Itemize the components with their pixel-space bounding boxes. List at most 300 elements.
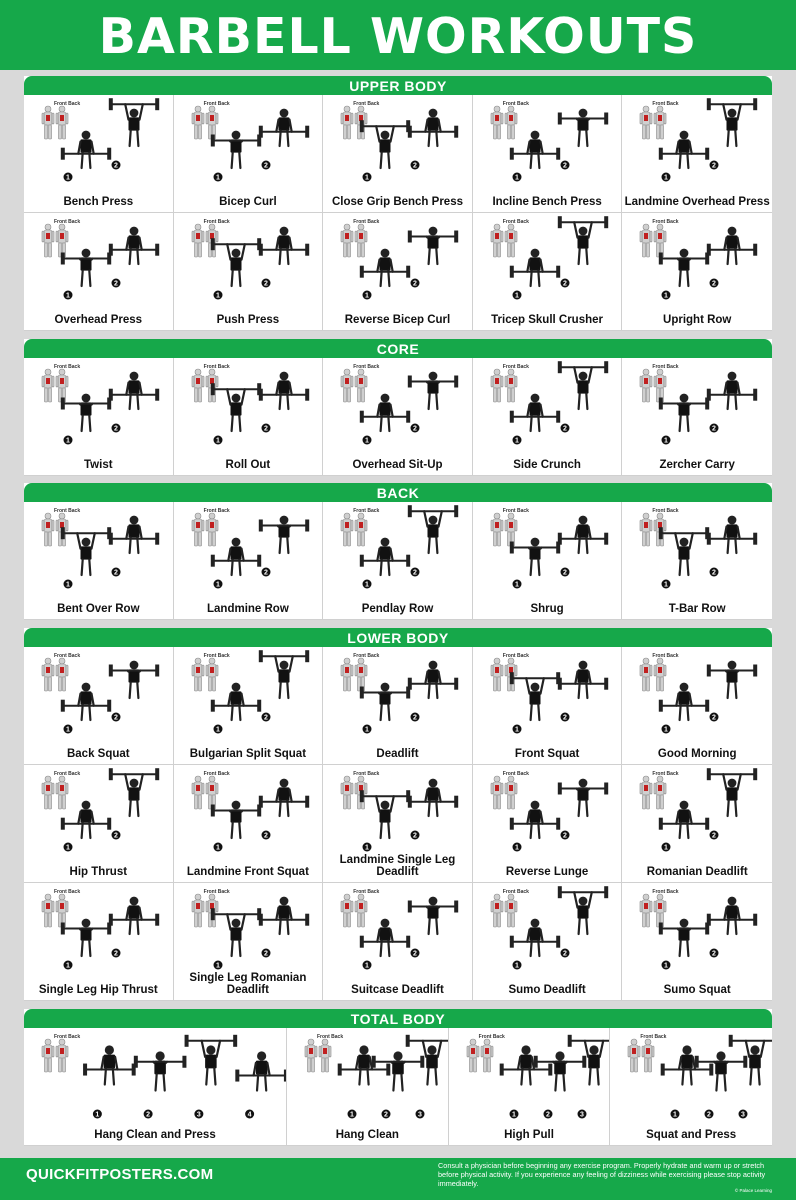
exercise-figure-icon	[574, 222, 592, 264]
exercise-figure-icon	[679, 1045, 695, 1084]
muscle-view-label: Front Back	[203, 101, 230, 107]
muscle-diagram-icon	[640, 369, 666, 402]
exercise-card	[24, 1028, 287, 1146]
svg-text:2: 2	[562, 162, 567, 170]
step-number-icon	[512, 436, 521, 445]
exercise-figure-icon	[77, 533, 95, 575]
muscle-view-label: Front Back	[317, 1034, 344, 1040]
exercise-illustration	[622, 358, 772, 462]
exercise-name: Landmine Row	[207, 603, 289, 615]
muscle-view-label: Front Back	[353, 364, 380, 370]
svg-text:2: 2	[712, 569, 717, 577]
muscle-view-label: Front Back	[652, 219, 679, 225]
exercise-name: Push Press	[216, 314, 280, 326]
svg-text:2: 2	[263, 950, 268, 958]
muscle-diagram-icon	[305, 1039, 331, 1072]
svg-text:1: 1	[511, 1111, 516, 1119]
svg-text:2: 2	[114, 162, 118, 170]
barbell-icon	[258, 650, 308, 662]
step-number-icon	[512, 843, 521, 852]
website-link[interactable]: QUICKFITPOSTERS.COM	[26, 1166, 214, 1183]
exercise-card	[323, 647, 473, 765]
section-back	[24, 483, 772, 620]
svg-text:1: 1	[664, 962, 669, 970]
muscle-view-label: Front Back	[54, 771, 81, 777]
step-number-icon	[213, 580, 222, 589]
exercise-card	[323, 213, 473, 331]
step-number-icon	[512, 961, 521, 970]
exercise-figure-icon	[254, 1051, 270, 1090]
svg-text:2: 2	[263, 425, 268, 433]
exercise-name: Landmine Overhead Press	[624, 196, 770, 208]
exercise-illustration	[323, 502, 473, 606]
exercise-card	[622, 213, 772, 331]
step-number-icon	[261, 949, 270, 958]
svg-text:4: 4	[247, 1111, 252, 1119]
exercise-card	[174, 765, 324, 883]
barbell-icon	[109, 98, 159, 110]
step-number-icon	[710, 424, 719, 433]
exercise-figure-icon	[276, 897, 291, 934]
exercise-name: Bent Over Row	[57, 603, 140, 615]
exercise-figure-icon	[78, 801, 93, 838]
svg-text:1: 1	[215, 726, 220, 734]
exercise-figure-icon	[584, 1041, 602, 1085]
footer	[0, 1158, 796, 1200]
muscle-diagram-icon	[491, 776, 517, 809]
svg-text:2: 2	[114, 832, 118, 840]
step-number-icon	[710, 568, 719, 577]
muscle-view-label: Front Back	[652, 653, 679, 659]
exercise-figure-icon	[527, 919, 542, 956]
exercise-figure-icon	[101, 1045, 117, 1084]
barbell-icon	[185, 1035, 238, 1047]
exercise-figure-icon	[78, 683, 93, 720]
exercise-figure-icon	[526, 678, 544, 720]
exercise-figure-icon	[576, 109, 589, 146]
step-number-icon	[577, 1110, 586, 1119]
exercise-figure-icon	[376, 126, 394, 168]
svg-text:1: 1	[365, 174, 370, 182]
exercise-illustration	[622, 765, 772, 869]
barbell-icon	[360, 790, 410, 802]
step-number-icon	[710, 713, 719, 722]
svg-text:1: 1	[365, 962, 370, 970]
exercise-card	[622, 765, 772, 883]
step-number-icon	[64, 291, 73, 300]
barbell-icon	[210, 238, 260, 250]
disclaimer: Consult a physician before beginning any exercise program. Properly hydrate and warm up or stretch before physical activity. If you experience any feeling of dizziness while exercising please stop activity immediately.	[438, 1161, 766, 1188]
exercise-figure-icon	[427, 372, 440, 409]
barbell-icon	[558, 886, 608, 898]
exercise-card	[24, 213, 174, 331]
barbell-icon	[109, 768, 159, 780]
exercise-card	[622, 647, 772, 765]
muscle-view-label: Front Back	[54, 364, 81, 370]
exercise-card	[473, 358, 623, 476]
step-number-icon	[363, 961, 372, 970]
exercise-figure-icon	[576, 779, 589, 816]
exercise-figure-icon	[575, 661, 590, 698]
exercise-card	[473, 95, 623, 213]
svg-text:1: 1	[664, 581, 669, 589]
exercise-name: Squat and Press	[646, 1129, 737, 1141]
svg-text:2: 2	[384, 1111, 388, 1119]
muscle-view-label: Front Back	[54, 101, 81, 107]
svg-text:1: 1	[66, 437, 70, 445]
muscle-diagram-icon	[640, 224, 666, 257]
muscle-diagram-icon	[42, 1039, 68, 1072]
exercise-figure-icon	[275, 656, 293, 698]
muscle-diagram-icon	[42, 224, 68, 257]
muscle-diagram-icon	[42, 776, 68, 809]
svg-text:1: 1	[664, 726, 669, 734]
exercise-name: Side Crunch	[513, 459, 581, 471]
exercise-name: Single Leg Hip Thrust	[38, 984, 158, 996]
step-number-icon	[112, 279, 121, 288]
muscle-view-label: Front Back	[353, 889, 380, 895]
exercise-illustration	[323, 213, 473, 317]
step-number-icon	[411, 161, 420, 170]
step-number-icon	[509, 1110, 518, 1119]
muscle-view-label: Front Back	[478, 1034, 505, 1040]
svg-text:2: 2	[562, 832, 567, 840]
step-number-icon	[112, 949, 121, 958]
svg-text:2: 2	[712, 162, 717, 170]
exercise-name: Bulgarian Split Squat	[189, 748, 307, 760]
step-number-icon	[213, 843, 222, 852]
exercise-illustration	[24, 95, 174, 199]
step-number-icon	[64, 173, 73, 182]
step-number-icon	[363, 173, 372, 182]
exercise-figure-icon	[379, 683, 392, 720]
exercise-figure-icon	[425, 109, 440, 146]
svg-text:2: 2	[545, 1111, 550, 1119]
step-number-icon	[662, 961, 671, 970]
section-total-body	[24, 1009, 772, 1146]
svg-text:2: 2	[562, 950, 567, 958]
exercise-figure-icon	[575, 516, 590, 553]
muscle-view-label: Front Back	[54, 219, 81, 225]
exercise-name: Back Squat	[66, 748, 130, 760]
exercise-figure-icon	[79, 919, 92, 956]
step-number-icon	[112, 424, 121, 433]
exercise-card	[174, 883, 324, 1001]
section-title: LOWER BODY	[24, 628, 772, 647]
exercise-card	[174, 213, 324, 331]
muscle-view-label: Front Back	[652, 364, 679, 370]
exercise-name: Roll Out	[225, 459, 271, 471]
exercise-figure-icon	[427, 227, 440, 264]
exercise-name: Bench Press	[63, 196, 134, 208]
svg-text:2: 2	[562, 425, 567, 433]
exercise-figure-icon	[725, 372, 740, 409]
exercise-card	[323, 95, 473, 213]
exercise-illustration	[323, 883, 473, 987]
exercise-name: Suitcase Deadlift	[351, 984, 444, 996]
svg-text:2: 2	[263, 569, 268, 577]
exercise-figure-icon	[79, 394, 92, 431]
svg-text:1: 1	[215, 292, 220, 300]
exercise-card	[473, 765, 623, 883]
svg-text:2: 2	[263, 714, 268, 722]
step-number-icon	[662, 436, 671, 445]
step-number-icon	[363, 725, 372, 734]
exercise-name: Upright Row	[663, 314, 732, 326]
exercise-figure-icon	[377, 538, 392, 575]
step-number-icon	[543, 1110, 552, 1119]
exercise-name: Romanian Deadlift	[646, 866, 748, 878]
step-number-icon	[261, 424, 270, 433]
step-number-icon	[261, 568, 270, 577]
muscle-diagram-icon	[42, 369, 68, 402]
step-number-icon	[560, 568, 569, 577]
exercise-figure-icon	[725, 516, 740, 553]
exercise-figure-icon	[228, 683, 243, 720]
barbell-icon	[408, 505, 458, 517]
muscle-diagram-icon	[491, 369, 517, 402]
svg-text:2: 2	[712, 950, 717, 958]
exercise-illustration	[473, 95, 623, 199]
exercise-figure-icon	[153, 1051, 167, 1090]
exercise-name: Bicep Curl	[219, 196, 277, 208]
step-number-icon	[213, 173, 222, 182]
step-number-icon	[64, 436, 73, 445]
step-number-icon	[213, 291, 222, 300]
svg-text:2: 2	[707, 1111, 712, 1119]
exercise-figure-icon	[376, 796, 394, 838]
step-number-icon	[662, 580, 671, 589]
exercise-name: Zercher Carry	[659, 459, 735, 471]
exercise-card	[24, 358, 174, 476]
exercise-name: Close Grip Bench Press	[331, 196, 463, 208]
svg-text:2: 2	[712, 425, 717, 433]
step-number-icon	[261, 831, 270, 840]
exercise-card	[473, 502, 623, 620]
svg-text:1: 1	[215, 174, 220, 182]
muscle-diagram-icon	[491, 894, 517, 927]
exercise-card	[622, 883, 772, 1001]
section-lower-body	[24, 628, 772, 1001]
muscle-view-label: Front Back	[203, 364, 230, 370]
exercise-name: Incline Bench Press	[492, 196, 602, 208]
exercise-name: Front Squat	[514, 748, 580, 760]
exercise-card	[174, 502, 324, 620]
svg-text:2: 2	[146, 1111, 151, 1119]
step-number-icon	[560, 831, 569, 840]
muscle-diagram-icon	[192, 658, 218, 691]
step-number-icon	[64, 725, 73, 734]
muscle-diagram-icon	[192, 776, 218, 809]
section-title: UPPER BODY	[24, 76, 772, 95]
exercise-figure-icon	[276, 109, 291, 146]
step-number-icon	[662, 173, 671, 182]
step-number-icon	[739, 1110, 748, 1119]
exercise-figure-icon	[391, 1051, 405, 1090]
svg-text:1: 1	[514, 581, 519, 589]
exercise-figure-icon	[229, 801, 242, 838]
step-number-icon	[112, 568, 121, 577]
exercise-illustration	[473, 883, 623, 987]
svg-text:2: 2	[413, 280, 418, 288]
muscle-view-label: Front Back	[652, 101, 679, 107]
step-number-icon	[705, 1110, 714, 1119]
exercise-illustration	[323, 647, 473, 751]
exercise-figure-icon	[78, 131, 93, 168]
exercise-figure-icon	[125, 774, 143, 816]
exercise-figure-icon	[377, 394, 392, 431]
exercise-card	[473, 213, 623, 331]
muscle-diagram-icon	[640, 658, 666, 691]
exercise-illustration	[174, 647, 324, 751]
exercise-illustration	[24, 765, 174, 869]
step-number-icon	[560, 161, 569, 170]
muscle-diagram-icon	[628, 1039, 654, 1072]
exercise-card	[323, 765, 473, 883]
muscle-view-label: Front Back	[54, 653, 81, 659]
svg-text:1: 1	[664, 844, 669, 852]
exercise-name: Hang Clean and Press	[94, 1129, 216, 1141]
svg-text:2: 2	[562, 280, 567, 288]
svg-text:1: 1	[664, 292, 669, 300]
step-number-icon	[363, 291, 372, 300]
exercise-illustration	[473, 358, 623, 462]
exercise-illustration	[24, 358, 174, 462]
svg-text:1: 1	[215, 962, 220, 970]
muscle-view-label: Front Back	[203, 889, 230, 895]
exercise-figure-icon	[227, 244, 245, 286]
step-number-icon	[348, 1110, 357, 1119]
exercise-illustration	[174, 358, 324, 462]
exercise-figure-icon	[677, 801, 692, 838]
svg-text:2: 2	[114, 569, 118, 577]
step-number-icon	[710, 949, 719, 958]
step-number-icon	[64, 580, 73, 589]
svg-text:3: 3	[418, 1111, 422, 1119]
exercise-card	[610, 1028, 772, 1146]
exercise-name: Overhead Sit-Up	[352, 459, 443, 471]
muscle-diagram-icon	[341, 369, 367, 402]
step-number-icon	[710, 831, 719, 840]
step-number-icon	[261, 713, 270, 722]
svg-text:3: 3	[579, 1111, 584, 1119]
barbell-icon	[729, 1035, 772, 1047]
exercise-figure-icon	[425, 779, 440, 816]
exercise-figure-icon	[677, 683, 692, 720]
muscle-view-label: Front Back	[54, 1034, 81, 1040]
exercise-figure-icon	[677, 131, 692, 168]
step-number-icon	[560, 279, 569, 288]
section-upper-body	[24, 76, 772, 331]
exercise-figure-icon	[574, 367, 592, 409]
copyright: © Palace Learning	[734, 1188, 772, 1193]
exercise-name: Good Morning	[657, 748, 737, 760]
barbell-icon	[567, 1035, 610, 1047]
exercise-name: Deadlift	[376, 748, 419, 760]
svg-text:2: 2	[114, 425, 118, 433]
step-number-icon	[416, 1110, 425, 1119]
section-title: BACK	[24, 483, 772, 502]
svg-text:3: 3	[196, 1111, 201, 1119]
step-number-icon	[64, 961, 73, 970]
svg-text:1: 1	[215, 437, 220, 445]
exercise-illustration	[473, 647, 623, 751]
exercise-figure-icon	[229, 131, 242, 168]
exercise-figure-icon	[126, 227, 141, 264]
barbell-icon	[210, 908, 260, 920]
step-number-icon	[710, 279, 719, 288]
muscle-view-label: Front Back	[502, 771, 529, 777]
svg-text:1: 1	[514, 437, 519, 445]
exercise-card	[622, 95, 772, 213]
step-number-icon	[512, 291, 521, 300]
muscle-view-label: Front Back	[54, 508, 81, 514]
exercise-figure-icon	[424, 511, 442, 553]
step-number-icon	[411, 949, 420, 958]
step-number-icon	[560, 424, 569, 433]
poster-title: BARBELL WORKOUTS	[0, 0, 796, 70]
svg-text:1: 1	[514, 962, 519, 970]
exercise-figure-icon	[227, 389, 245, 431]
barbell-icon	[210, 383, 260, 395]
exercise-figure-icon	[527, 249, 542, 286]
section-core	[24, 339, 772, 476]
svg-text:1: 1	[365, 581, 370, 589]
exercise-figure-icon	[427, 897, 440, 934]
exercise-card	[174, 95, 324, 213]
barbell-icon	[61, 527, 111, 539]
muscle-diagram-icon	[640, 106, 666, 139]
muscle-view-label: Front Back	[353, 508, 380, 514]
exercise-figure-icon	[528, 538, 541, 575]
barbell-icon	[707, 98, 757, 110]
exercise-figure-icon	[746, 1041, 764, 1085]
muscle-view-label: Front Back	[54, 889, 81, 895]
exercise-figure-icon	[678, 919, 691, 956]
exercise-figure-icon	[518, 1045, 534, 1084]
exercise-illustration	[622, 647, 772, 751]
step-number-icon	[662, 291, 671, 300]
barbell-icon	[558, 361, 608, 373]
muscle-view-label: Front Back	[502, 889, 529, 895]
exercise-name: Sumo Deadlift	[508, 984, 586, 996]
step-number-icon	[710, 161, 719, 170]
muscle-view-label: Front Back	[652, 508, 679, 514]
svg-text:2: 2	[712, 280, 717, 288]
barbell-icon	[510, 672, 560, 684]
step-number-icon	[411, 831, 420, 840]
exercise-figure-icon	[423, 1041, 441, 1085]
exercise-card	[24, 883, 174, 1001]
exercise-illustration	[174, 765, 324, 869]
exercise-figure-icon	[676, 533, 694, 575]
svg-text:1: 1	[66, 581, 70, 589]
muscle-diagram-icon	[42, 894, 68, 927]
svg-text:2: 2	[114, 950, 118, 958]
exercise-card	[24, 647, 174, 765]
svg-text:1: 1	[66, 726, 70, 734]
exercise-figure-icon	[678, 249, 691, 286]
svg-text:1: 1	[365, 844, 370, 852]
exercise-name: High Pull	[504, 1129, 554, 1141]
exercise-illustration	[622, 883, 772, 987]
section-title: TOTAL BODY	[24, 1009, 772, 1028]
exercise-figure-icon	[126, 516, 141, 553]
muscle-view-label: Front Back	[203, 219, 230, 225]
exercise-illustration	[287, 1028, 449, 1132]
exercise-name: Reverse Lunge	[505, 866, 589, 878]
exercise-figure-icon	[228, 538, 243, 575]
